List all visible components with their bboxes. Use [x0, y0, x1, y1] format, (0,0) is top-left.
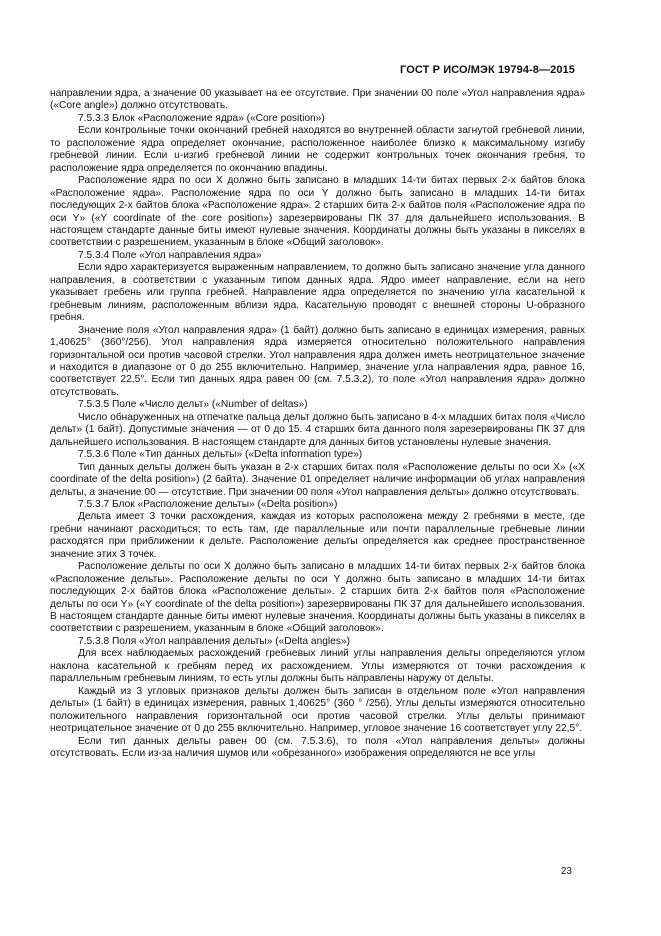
paragraph: Тип данных дельты должен быть указан в 2-х старших битах поля «Расположение дельты по оси X» («X coordinate of the delta position») (2 байта). Значение 01 определяет наличие информации об углах направления дельты, а значение 00 — отсутствие. При значении 00 поля «Угол направления дельты» должно отсутствовать.	[50, 461, 585, 498]
document-header: ГОСТ Р ИСО/МЭК 19794-8—2015	[400, 64, 575, 76]
paragraph: Дельта имеет 3 точки расхождения, каждая из которых расположена между 2 гребнями в месте, где гребни начинают расходиться; то есть там, где параллельные или почти параллельные гребневые линии расходятся при приближении к дельте. Расположение дельты определяется как среднее пространственное значение этих 3 точек.	[50, 511, 585, 560]
section-heading-7-5-3-6: 7.5.3.6 Поле «Тип данных дельты» («Delta information type»)	[78, 449, 363, 461]
paragraph: Значение поля «Угол направления ядра» (1 байт) должно быть записано в единицах измерения, равных 1,40625° (360°/256). Угол направления ядра измеряется относительно положительного направления горизонтальной оси против часовой стрелки. Угол направления ядра должен иметь неотрицательное значение и находится в диапазоне от 0 до 255 включительно. Например, значение угла направления ядра, равное 16, соответствует 22,5°. Если тип данных ядра равен 00 (см. 7.5.3.2), то поле «Угол направления ядра» должно отсутствовать.	[50, 324, 585, 398]
section-heading-7-5-3-5: 7.5.3.5 Поле «Число дельт» («Number of deltas»)	[78, 399, 308, 411]
paragraph: Если ядро характеризуется выраженным направлением, то должно быть записано значение угла данного направления, в соответствии с указанным типом данных ядра. Ядро имеет направление, если на него указывает гребень или группа гребней. Направление ядра определяется по значению угла касательной к гребневым линиям, расположенным вблизи ядра. Касательную проводят с внешней стороны U-образного гребня.	[50, 262, 585, 324]
section-heading-7-5-3-3: 7.5.3.3 Блок «Расположение ядра» («Core position»)	[78, 112, 325, 124]
paragraph: Число обнаруженных на отпечатке пальца дельт должно быть записано в 4-х младших битах поля «Число дельт» (1 байт). Допустимые значения — от 0 до 15. 4 старших бита данного поля зарезервированы ПК 37 для дальнейшего использования. В настоящем стандарте для данных битов установлены нулевые значения.	[50, 411, 585, 448]
paragraph: Если тип данных дельты равен 00 (см. 7.5.3.6), то поля «Угол направления дельты» должны отсутствовать. Если из-за наличия шумов или «обрезанного» изображения определяются не все углы	[50, 735, 585, 760]
page-number: 23	[560, 866, 572, 877]
page-body	[50, 88, 585, 760]
paragraph-continuation: направлении ядра, а значение 00 указывает на ее отсутствие. При значении 00 поле «Угол направления ядра» («Core angle») должно отсутствовать.	[50, 88, 585, 112]
paragraph: Расположение ядра по оси X должно быть записано в младших 14-ти битах первых 2-х байтов блока «Расположение ядра». Расположение ядра по оси Y должно быть записано в младших 14-ти битах последующих 2-х байтов блока «Расположение ядра». 2 старших бита 2-х байтов поля «Расположение ядра по оси Y» («Y coordinate of the core position») зарезервированы ПК 37 для дальнейшего использования. В настоящем стандарте данные биты имеют нулевые значения. Координаты должны быть указаны в пикселях в соответствии с разрешением, указанным в блоке «Общий заголовок».	[50, 175, 585, 249]
paragraph: Расположение дельты по оси X должно быть записано в младших 14-ти битах первых 2-х байтов блока «Расположение дельты». Расположение дельты по оси Y должно быть записано в младших 14-ти битах последующих 2-х байтов блока «Расположение дельты». 2 старших бита 2-х байтов поля «Расположение дельты по оси Y» («Y coordinate of the delta position») зарезервированы ПК 37 для дальнейшего использования. В настоящем стандарте данные биты имеют нулевые значения. Координаты должны быть указаны в пикселях в соответствии с разрешением, указанным в блоке «Общий заголовок».	[50, 561, 585, 635]
paragraph: Каждый из 3 угловых признаков дельты должен быть записан в отдельном поле «Угол направления дельты» (1 байт) в единицах измерения, равных 1,40625° (360 ° /256). Углы дельты измеряются относительно положительного направления горизонтальной оси против часовой стрелки. Углы дельты принимают неотрицательное значение от 0 до 255 включительно. Например, угловое значение 16 соответствует углу 22,5°.	[50, 685, 585, 735]
paragraph: Для всех наблюдаемых расхождений гребневых линий углы направления дельты определяются углом наклона касательной к гребням перед их расхождением. Углы измеряются от точки расхождения к параллельным гребневым линиям, то есть углы должны быть направлены наружу от дельты.	[50, 648, 585, 685]
paragraph: Если контрольные точки окончаний гребней находятся во внутренней области загнутой гребневой линии, то расположение ядра определяет окончание, расположенное наиболее близко к максимальному изгибу гребневой линии. Если u-изгиб гребневой линии не содержит контрольных точек окончания гребня, то расположение ядра определяется по окончанию впадины.	[50, 125, 585, 174]
section-heading-7-5-3-7: 7.5.3.7 Блок «Расположение дельты» («Delta position»)	[78, 498, 338, 510]
section-heading-7-5-3-8: 7.5.3.8 Поля «Угол направления дельты» («Delta angles»)	[78, 635, 350, 647]
section-heading-7-5-3-4: 7.5.3.4 Поле «Угол направления ядра»	[78, 249, 262, 261]
